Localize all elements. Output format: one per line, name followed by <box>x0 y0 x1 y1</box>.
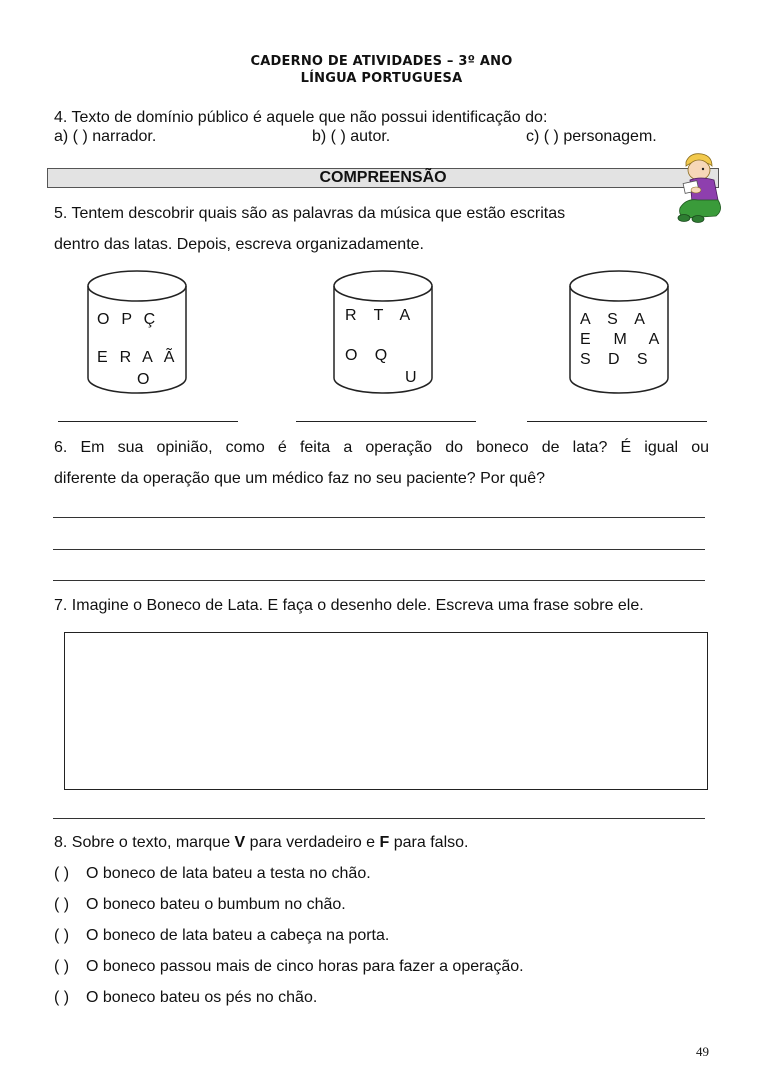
can-3 <box>568 268 670 401</box>
question-4-option-c: c) ( ) personagem. <box>526 128 657 145</box>
can-1 <box>86 268 188 401</box>
false-letter: F <box>379 834 390 851</box>
header-subtitle: LÍNGUA PORTUGUESA <box>300 71 463 86</box>
question-4-option-a: a) ( ) narrador. <box>54 128 157 145</box>
question-6-answer-line-3[interactable] <box>53 580 705 581</box>
question-6-answer-line-2[interactable] <box>53 549 705 550</box>
question-8-instruction <box>54 834 468 852</box>
vf-item <box>54 865 371 883</box>
section-bar <box>47 168 719 188</box>
can-2-answer-line[interactable] <box>296 421 476 422</box>
question-8-suffix: para falso. <box>389 834 469 851</box>
question-7-text: 7. Imagine o Boneco de Lata. E faça o desenho dele. Escreva uma frase sobre ele. <box>54 597 644 614</box>
section-title: COMPREENSÃO <box>319 169 447 186</box>
can-3-letters-row2: E M A <box>580 331 661 348</box>
question-5-line2: dentro das latas. Depois, escreva organizadamente. <box>54 236 424 253</box>
header-title: CADERNO DE ATIVIDADES – 3º ANO <box>250 54 513 69</box>
vf-item <box>54 896 346 914</box>
can-1-letters-row3: O <box>137 371 151 388</box>
can-1-answer-line[interactable] <box>58 421 238 422</box>
vf-item <box>54 958 524 976</box>
question-6-line1: 6. Em sua opinião, como é feita a operação do boneco de lata? É igual ou <box>54 439 709 456</box>
page-number: 49 <box>696 1044 709 1059</box>
vf-statement: O boneco de lata bateu a testa no chão. <box>86 865 371 882</box>
can-2-outline <box>332 268 434 396</box>
question-4-option-b: b) ( ) autor. <box>312 128 391 145</box>
question-6-line2: diferente da operação que um médico faz no seu paciente? Por quê? <box>54 470 545 487</box>
vf-statement: O boneco passou mais de cinco horas para fazer a operação. <box>86 958 524 975</box>
question-6-answer-line-1[interactable] <box>53 517 705 518</box>
can-3-answer-line[interactable] <box>527 421 707 422</box>
vf-item <box>54 989 317 1007</box>
can-1-letters-row1: O P Ç <box>97 311 157 328</box>
question-4-text: 4. Texto de domínio público é aquele que não possui identificação do: <box>54 109 548 126</box>
vf-statement: O boneco bateu os pés no chão. <box>86 989 318 1006</box>
can-2-letters-row3: U <box>405 369 418 386</box>
can-1-letters-row2: E R A Ã <box>97 349 176 366</box>
vf-statement: O boneco de lata bateu a cabeça na porta. <box>86 927 390 944</box>
vf-item <box>54 927 389 945</box>
question-8-middle: para verdadeiro e <box>245 834 380 851</box>
question-5-line1: 5. Tentem descobrir quais são as palavras da música que estão escritas <box>54 205 566 222</box>
can-3-letters-row1: A S A <box>580 311 646 328</box>
vf-answer-box[interactable]: ( ) <box>54 927 70 944</box>
drawing-box[interactable] <box>64 632 708 790</box>
can-2-letters-row1: R T A <box>345 307 412 324</box>
boy-reading-illustration <box>672 152 736 224</box>
question-8-prefix: 8. Sobre o texto, marque <box>54 834 235 851</box>
vf-answer-box[interactable]: ( ) <box>54 989 70 1006</box>
vf-statement: O boneco bateu o bumbum no chão. <box>86 896 346 913</box>
vf-answer-box[interactable]: ( ) <box>54 896 70 913</box>
can-2-letters-row2: O Q <box>345 347 389 364</box>
true-letter: V <box>234 834 246 851</box>
can-2 <box>332 268 434 401</box>
vf-answer-box[interactable]: ( ) <box>54 958 70 975</box>
vf-answer-box[interactable]: ( ) <box>54 865 70 882</box>
can-3-letters-row3: S D S <box>580 351 649 368</box>
question-7-sentence-line[interactable] <box>53 818 705 819</box>
